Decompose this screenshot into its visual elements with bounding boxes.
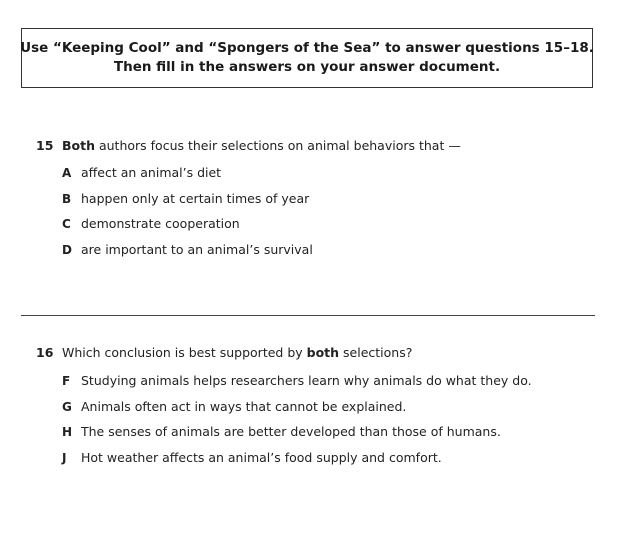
stem-emphasis: both bbox=[306, 345, 340, 360]
answer-options bbox=[62, 373, 532, 475]
answer-option-a[interactable] bbox=[62, 165, 461, 191]
question-number: 15 bbox=[36, 138, 54, 153]
instruction-box bbox=[21, 28, 593, 88]
answer-option-b[interactable] bbox=[62, 191, 461, 217]
question-stem bbox=[36, 138, 461, 153]
option-text: Hot weather affects an animal’s food supply and comfort. bbox=[81, 449, 442, 465]
answer-options bbox=[62, 165, 461, 267]
option-text: are important to an animal’s survival bbox=[81, 241, 313, 257]
option-text: The senses of animals are better developed than those of humans. bbox=[81, 424, 501, 439]
answer-option-h[interactable] bbox=[62, 424, 532, 450]
answer-option-g[interactable] bbox=[62, 399, 532, 425]
question-stem bbox=[36, 345, 532, 360]
answer-option-f[interactable] bbox=[62, 373, 532, 399]
option-text: happen only at certain times of year bbox=[81, 190, 310, 206]
stem-emphasis: Both bbox=[62, 138, 95, 153]
option-text: affect an animal’s diet bbox=[81, 165, 222, 180]
option-text: Animals often act in ways that cannot be explained. bbox=[81, 398, 407, 414]
question-16 bbox=[36, 345, 532, 475]
option-letter: D bbox=[62, 242, 72, 257]
instruction-line-1: Use “Keeping Cool” and “Spongers of the Sea” to answer questions 15–18. bbox=[20, 40, 594, 56]
question-15 bbox=[36, 138, 461, 267]
stem-text: authors focus their selections on animal behaviors that — bbox=[95, 138, 461, 153]
option-letter: J bbox=[62, 450, 67, 465]
section-divider bbox=[21, 315, 595, 316]
stem-text-before: Which conclusion is best supported by bbox=[62, 345, 307, 360]
option-letter: G bbox=[62, 399, 72, 414]
option-text: Studying animals helps researchers learn why animals do what they do. bbox=[81, 373, 532, 388]
option-text: demonstrate cooperation bbox=[81, 216, 240, 231]
option-letter: B bbox=[62, 191, 72, 206]
stem-text-after: selections? bbox=[339, 345, 413, 360]
answer-option-d[interactable] bbox=[62, 242, 461, 268]
question-number: 16 bbox=[36, 345, 54, 360]
option-letter: C bbox=[62, 217, 71, 231]
instruction-line-2: Then fill in the answers on your answer document. bbox=[113, 59, 501, 75]
option-letter: F bbox=[62, 374, 71, 388]
answer-option-c[interactable] bbox=[62, 216, 461, 242]
answer-option-j[interactable] bbox=[62, 450, 532, 476]
option-letter: A bbox=[62, 166, 72, 180]
option-letter: H bbox=[62, 425, 73, 439]
